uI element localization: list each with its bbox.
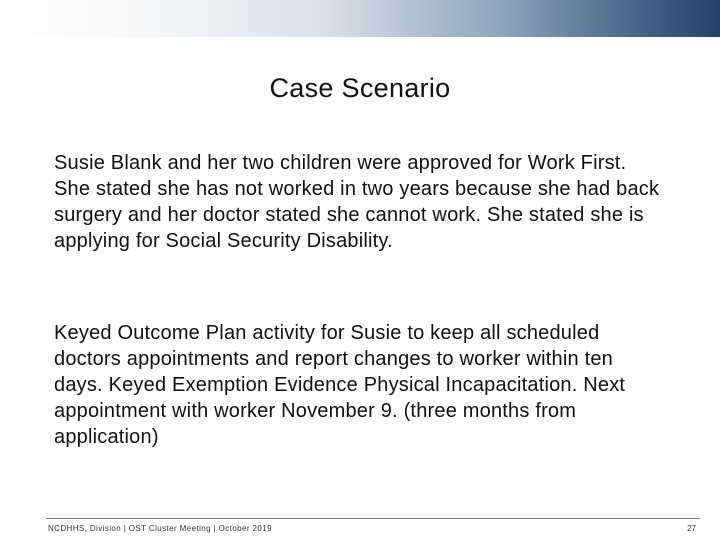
footer-divider [46,518,700,519]
slide-title: Case Scenario [269,73,451,103]
body-paragraph-2: Keyed Outcome Plan activity for Susie to keep all scheduled doctors appointments and report changes to worker within ten days. Keyed Exemption Evidence Physical Incapacitation. Next appointment with worker November 9. (three months from application) [54,322,626,448]
body-paragraph-1: Susie Blank and her two children were approved for Work First. She stated she has not worked in two years because she had back surgery and her doctor stated she cannot work. She stated she is applying for Social Security Disability. [54,152,660,252]
page-number: 27 [687,524,696,533]
top-gradient-band [0,0,720,37]
footer-text: NCDHHS, Division | OST Cluster Meeting | October 2019 [48,524,272,533]
